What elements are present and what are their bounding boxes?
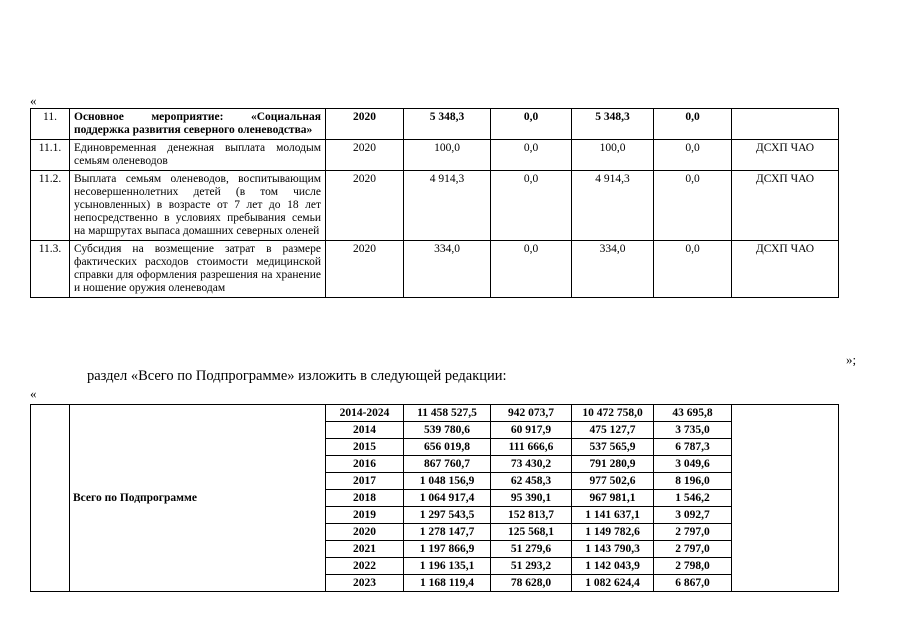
c3-cell: 6 787,3 (654, 439, 732, 456)
executor-cell: ДСХП ЧАО (732, 140, 839, 171)
c1-cell: 73 430,2 (491, 456, 572, 473)
total-cell: 11 458 527,5 (404, 405, 491, 422)
row-number: 11.1. (31, 140, 70, 171)
c2-cell: 1 149 782,6 (572, 524, 654, 541)
executor-cell: ДСХП ЧАО (732, 171, 839, 241)
instruction-paragraph: раздел «Всего по Подпрограмме» изложить в следующей редакции: (87, 368, 507, 384)
total-cell: 1 297 543,5 (404, 507, 491, 524)
activity-name: Единовременная денежная выплата молодым семьям оленеводов (70, 140, 326, 171)
c1-cell: 95 390,1 (491, 490, 572, 507)
c2-cell: 977 502,6 (572, 473, 654, 490)
c2-cell: 1 082 624,4 (572, 575, 654, 592)
year-cell: 2023 (326, 575, 404, 592)
row-number: 11.2. (31, 171, 70, 241)
year-cell: 2018 (326, 490, 404, 507)
c2-cell: 1 141 637,1 (572, 507, 654, 524)
total-cell: 539 780,6 (404, 422, 491, 439)
total-cell: 100,0 (404, 140, 491, 171)
c3-cell: 8 196,0 (654, 473, 732, 490)
c1-cell: 78 628,0 (491, 575, 572, 592)
subprogram-total-table (30, 404, 839, 592)
year-cell: 2014 (326, 422, 404, 439)
local-cell: 0,0 (654, 140, 732, 171)
year-cell: 2020 (326, 524, 404, 541)
total-row (31, 405, 839, 422)
c1-cell: 51 293,2 (491, 558, 572, 575)
year-cell: 2014-2024 (326, 405, 404, 422)
blank-cell (31, 405, 70, 592)
c2-cell: 1 142 043,9 (572, 558, 654, 575)
c2-cell: 475 127,7 (572, 422, 654, 439)
c3-cell: 1 546,2 (654, 490, 732, 507)
blank-executor-cell (732, 405, 839, 592)
year-cell: 2020 (326, 109, 404, 140)
local-cell: 0,0 (654, 241, 732, 298)
total-cell: 867 760,7 (404, 456, 491, 473)
open-quote-2: « (30, 386, 37, 401)
c2-cell: 1 143 790,3 (572, 541, 654, 558)
total-cell: 1 278 147,7 (404, 524, 491, 541)
year-cell: 2015 (326, 439, 404, 456)
total-cell: 1 048 156,9 (404, 473, 491, 490)
c3-cell: 2 797,0 (654, 541, 732, 558)
subprogram-total-label: Всего по Подпрограмме (70, 405, 326, 592)
row-number: 11.3. (31, 241, 70, 298)
row-number: 11. (31, 109, 70, 140)
activity-row (31, 241, 839, 298)
regional-cell: 4 914,3 (572, 171, 654, 241)
c2-cell: 967 981,1 (572, 490, 654, 507)
activity-table (30, 108, 839, 298)
c3-cell: 6 867,0 (654, 575, 732, 592)
federal-cell: 0,0 (491, 171, 572, 241)
year-cell: 2022 (326, 558, 404, 575)
c1-cell: 942 073,7 (491, 405, 572, 422)
year-cell: 2016 (326, 456, 404, 473)
c2-cell: 10 472 758,0 (572, 405, 654, 422)
activity-row (31, 109, 839, 140)
c1-cell: 60 917,9 (491, 422, 572, 439)
total-cell: 1 197 866,9 (404, 541, 491, 558)
regional-cell: 334,0 (572, 241, 654, 298)
federal-cell: 0,0 (491, 140, 572, 171)
year-cell: 2020 (326, 140, 404, 171)
year-cell: 2017 (326, 473, 404, 490)
close-quote: »; (846, 352, 857, 367)
c3-cell: 2 798,0 (654, 558, 732, 575)
activity-name: Субсидия на возмещение затрат в размере фактических расходов стоимости медицинской справки для оформления разрешения на хранение и ношение оружия оленеводам (70, 241, 326, 298)
total-cell: 4 914,3 (404, 171, 491, 241)
year-cell: 2021 (326, 541, 404, 558)
c1-cell: 125 568,1 (491, 524, 572, 541)
local-cell: 0,0 (654, 109, 732, 140)
year-cell: 2020 (326, 241, 404, 298)
c3-cell: 43 695,8 (654, 405, 732, 422)
federal-cell: 0,0 (491, 109, 572, 140)
activity-row (31, 171, 839, 241)
c3-cell: 2 797,0 (654, 524, 732, 541)
total-cell: 1 196 135,1 (404, 558, 491, 575)
c1-cell: 111 666,6 (491, 439, 572, 456)
c3-cell: 3 092,7 (654, 507, 732, 524)
federal-cell: 0,0 (491, 241, 572, 298)
c3-cell: 3 049,6 (654, 456, 732, 473)
activity-name: Выплата семьям оленеводов, воспитывающим несовершеннолетних детей (в том числе усыновленных) в возрасте от 7 лет до 18 лет непосредственно в условиях пребывания семьи на маршрутах выпаса домашних северных оленей (70, 171, 326, 241)
c1-cell: 51 279,6 (491, 541, 572, 558)
open-quote: « (30, 93, 37, 108)
c2-cell: 791 280,9 (572, 456, 654, 473)
executor-cell (732, 109, 839, 140)
year-cell: 2019 (326, 507, 404, 524)
c1-cell: 152 813,7 (491, 507, 572, 524)
executor-cell: ДСХП ЧАО (732, 241, 839, 298)
activity-name: Основное мероприятие: «Социальная поддержка развития северного оленеводства» (70, 109, 326, 140)
regional-cell: 100,0 (572, 140, 654, 171)
total-cell: 1 064 917,4 (404, 490, 491, 507)
local-cell: 0,0 (654, 171, 732, 241)
year-cell: 2020 (326, 171, 404, 241)
total-cell: 5 348,3 (404, 109, 491, 140)
c3-cell: 3 735,0 (654, 422, 732, 439)
total-cell: 334,0 (404, 241, 491, 298)
total-cell: 1 168 119,4 (404, 575, 491, 592)
activity-row (31, 140, 839, 171)
total-cell: 656 019,8 (404, 439, 491, 456)
c2-cell: 537 565,9 (572, 439, 654, 456)
c1-cell: 62 458,3 (491, 473, 572, 490)
regional-cell: 5 348,3 (572, 109, 654, 140)
